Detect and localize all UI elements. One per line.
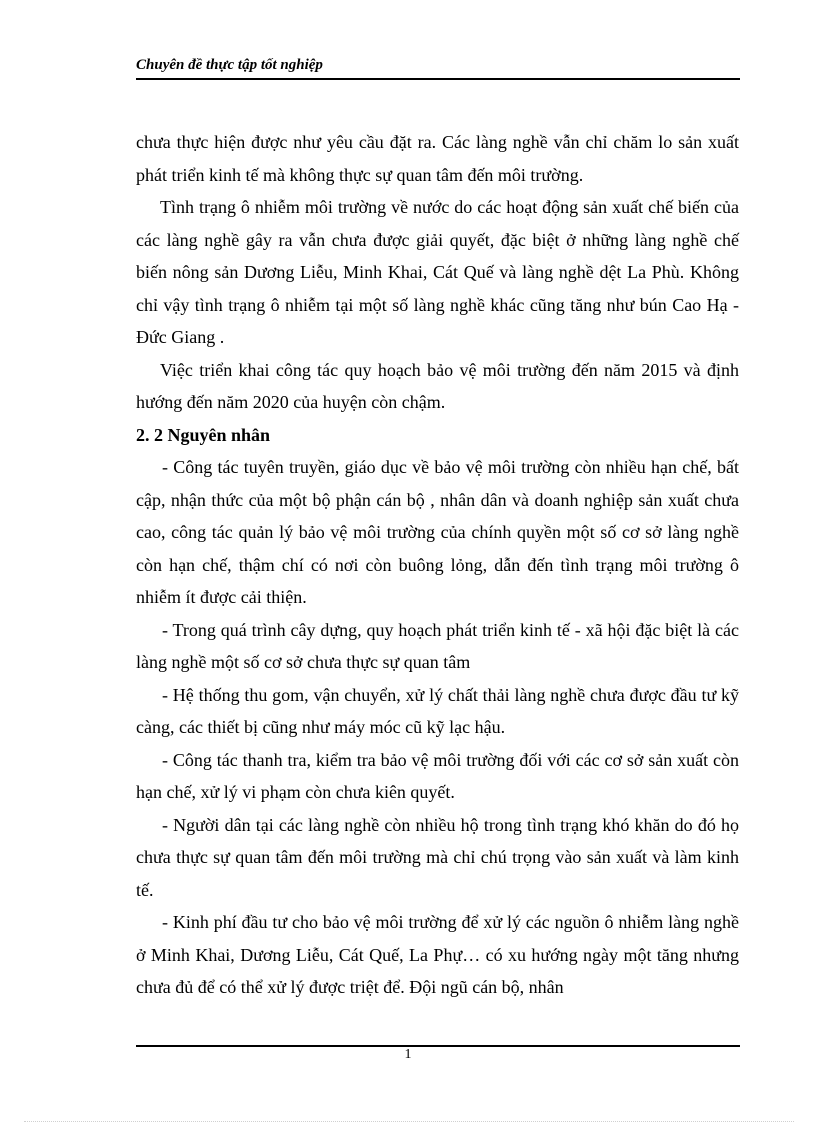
- section-heading-causes: 2. 2 Nguyên nhân: [136, 424, 271, 445]
- bullet-item-inspection: - Công tác thanh tra, kiểm tra bảo vệ môi trường đối với các cơ sở sản xuất còn hạn chế, xử lý vi phạm còn chưa kiên quyết.: [136, 749, 739, 802]
- bullet-item-planning: - Trong quá trình cây dựng, quy hoạch phát triển kinh tế - xã hội đặc biệt là các làng nghề một số cơ sở chưa thực sự quan tâm: [136, 619, 739, 672]
- bullet-item-funding: - Kinh phí đầu tư cho bảo vệ môi trường để xử lý các nguồn ô nhiễm làng nghề ở Minh Khai, Dương Liễu, Cát Quế, La Phự… có xu hướng ngày một tăng nhưng chưa đủ để có thể xử lý được triệt để. Đội ngũ cán bộ, nhân: [136, 912, 739, 997]
- bullet-item-residents: - Người dân tại các làng nghề còn nhiều hộ trong tình trạng khó khăn do đó họ chưa thực sự quan tâm đến môi trường mà chỉ chú trọng vào sản xuất và làm kinh tế.: [136, 814, 739, 900]
- page-header: [136, 56, 740, 80]
- paragraph-planning-status: Việc triển khai công tác quy hoạch bảo vệ môi trường đến năm 2015 và định hướng đến năm 2020 của huyện còn chậm.: [136, 359, 739, 412]
- document-body: [136, 126, 739, 1004]
- paragraph-pollution-status: Tình trạng ô nhiễm môi trường về nước do các hoạt động sản xuất chế biến của các làng nghề gây ra vẫn chưa được giải quyết, đặc biệt ở những làng nghề chế biến nông sản Dương Liễu, Minh Khai, Cát Quế và làng nghề dệt La Phù. Không chỉ vậy tình trạng ô nhiễm tại một số làng nghề khác cũng tăng như bún Cao Hạ - Đức Giang .: [136, 197, 739, 347]
- bullet-item-propaganda: - Công tác tuyên truyền, giáo dục về bảo vệ môi trường còn nhiều hạn chế, bất cập, nhận thức của một bộ phận cán bộ , nhân dân và doanh nghiệp sản xuất chưa cao, công tác quản lý bảo vệ môi trường của chính quyền một số cơ sở làng nghề còn hạn chế, thậm chí có nơi còn buông lỏng, dẫn đến tình trạng môi trường ô nhiễm ít được cải thiện.: [136, 457, 739, 607]
- bullet-item-waste-system: - Hệ thống thu gom, vận chuyển, xử lý chất thải làng nghề chưa được đầu tư kỹ càng, các thiết bị cũng như máy móc cũ kỹ lạc hậu.: [136, 684, 739, 737]
- page-number: 1: [404, 1047, 412, 1062]
- paragraph-continuation: chưa thực hiện được như yêu cầu đặt ra. Các làng nghề vẫn chỉ chăm lo sản xuất phát triển kinh tế mà không thực sự quan tâm đến môi trường.: [136, 132, 739, 185]
- document-title: Chuyên đề thực tập tốt nghiệp: [136, 57, 323, 73]
- page-bottom-edge: [24, 1121, 794, 1122]
